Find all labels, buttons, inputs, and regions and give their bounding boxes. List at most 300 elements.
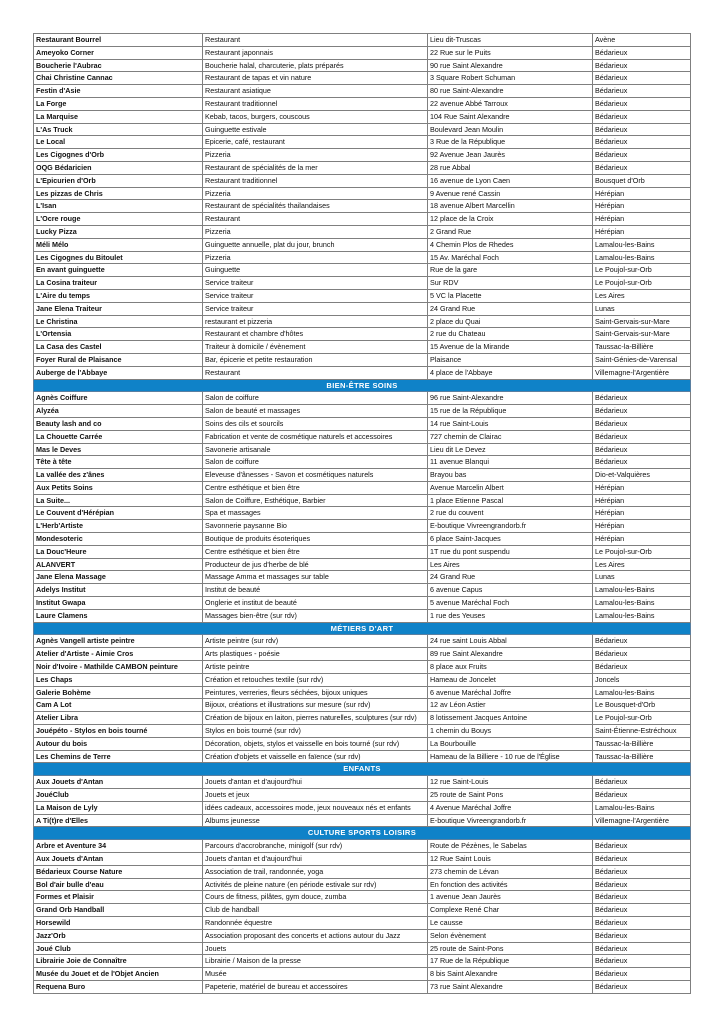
business-address: 73 rue Saint Alexandre (428, 980, 593, 993)
business-type: Jouets d'antan et d'aujourd'hui (203, 853, 428, 866)
business-type: Savonnerie paysanne Bio (203, 520, 428, 533)
business-type: Onglerie et institut de beauté (203, 597, 428, 610)
business-name: La Chouette Carrée (34, 430, 203, 443)
table-row (34, 353, 691, 366)
table-row (34, 725, 691, 738)
business-type: Peintures, verreries, fleurs séchées, bijoux uniques (203, 686, 428, 699)
business-city: Villemagne-l'Argentière (593, 814, 691, 827)
business-city: Lamalou-les-Bains (593, 686, 691, 699)
business-name: Agnès Coiffure (34, 392, 203, 405)
business-type: Soins des cils et sourcils (203, 417, 428, 430)
business-address: 12 place de la Croix (428, 213, 593, 226)
business-city: Joncels (593, 673, 691, 686)
business-city: Lamalou-les-Bains (593, 584, 691, 597)
business-address: 90 rue Saint Alexandre (428, 59, 593, 72)
business-address: 12 rue Saint-Louis (428, 776, 593, 789)
business-address: 1 place Etienne Pascal (428, 494, 593, 507)
business-type: Guinguette (203, 264, 428, 277)
table-row (34, 366, 691, 379)
business-address: Route de Pézènes, le Sabelas (428, 840, 593, 853)
table-row (34, 341, 691, 354)
business-city: Hérépian (593, 533, 691, 546)
business-type: Décoration, objets, stylos et vaisselle en bois tourné (sur rdv) (203, 737, 428, 750)
table-row (34, 814, 691, 827)
business-name: Galerie Bohème (34, 686, 203, 699)
table-row (34, 481, 691, 494)
business-city: Hérépian (593, 507, 691, 520)
business-city: Bédarieux (593, 110, 691, 123)
business-address: 2 rue du couvent (428, 507, 593, 520)
table-row (34, 853, 691, 866)
section-title: BIEN-ÊTRE SOINS (34, 379, 691, 392)
business-type: Pizzeria (203, 251, 428, 264)
business-type: Boucherie halal, charcuterie, plats préparés (203, 59, 428, 72)
business-name: Atelier Libra (34, 712, 203, 725)
business-address: 1 rue des Yeuses (428, 609, 593, 622)
table-row (34, 149, 691, 162)
business-address: 1 avenue Jean Jaurès (428, 891, 593, 904)
business-name: Boucherie l'Aubrac (34, 59, 203, 72)
business-name: Requena Buro (34, 980, 203, 993)
business-name: La Douc'Heure (34, 545, 203, 558)
business-type: Randonnée équestre (203, 916, 428, 929)
business-name: La Maison de Lyly (34, 801, 203, 814)
business-name: Arbre et Aventure 34 (34, 840, 203, 853)
business-address: En fonction des activités (428, 878, 593, 891)
table-row (34, 161, 691, 174)
business-type: Spa et massages (203, 507, 428, 520)
business-address: 80 rue Saint-Alexandre (428, 85, 593, 98)
table-row (34, 980, 691, 993)
business-address: 6 avenue Capus (428, 584, 593, 597)
business-type: Service traiteur (203, 302, 428, 315)
business-type: Pizzeria (203, 149, 428, 162)
business-name: Les Cigognes d'Orb (34, 149, 203, 162)
table-row (34, 200, 691, 213)
business-address: 8 lotissement Jacques Antoine (428, 712, 593, 725)
business-name: Méli Mélo (34, 238, 203, 251)
table-row (34, 571, 691, 584)
business-type: Jouets d'antan et d'aujourd'hui (203, 776, 428, 789)
business-city: Les Aires (593, 558, 691, 571)
business-city: Bédarieux (593, 123, 691, 136)
business-name: La Casa des Castel (34, 341, 203, 354)
table-row (34, 469, 691, 482)
business-name: Adelys Institut (34, 584, 203, 597)
table-row (34, 942, 691, 955)
business-address: 89 rue Saint Alexandre (428, 648, 593, 661)
section-header (34, 622, 691, 635)
business-address: 2 rue du Chateau (428, 328, 593, 341)
business-address: Sur RDV (428, 277, 593, 290)
business-address: Selon évènement (428, 929, 593, 942)
business-name: Les Chemins de Terre (34, 750, 203, 763)
business-address: 4 place de l'Abbaye (428, 366, 593, 379)
table-row (34, 545, 691, 558)
table-row (34, 750, 691, 763)
business-type: Epicerie, café, restaurant (203, 136, 428, 149)
business-type: Massages bien-être (sur rdv) (203, 609, 428, 622)
business-city: Le Poujol-sur-Orb (593, 264, 691, 277)
business-address: 4 Chemin Plos de Rhedes (428, 238, 593, 251)
business-city: Bédarieux (593, 878, 691, 891)
business-name: Restaurant Bourrel (34, 34, 203, 47)
table-row (34, 955, 691, 968)
table-row (34, 609, 691, 622)
business-city: Le Poujol-sur-Orb (593, 277, 691, 290)
business-city: Bédarieux (593, 789, 691, 802)
table-row (34, 673, 691, 686)
business-city: Lunas (593, 571, 691, 584)
business-type: Centre esthétique et bien être (203, 481, 428, 494)
table-row (34, 302, 691, 315)
table-row (34, 712, 691, 725)
business-address: 6 place Saint-Jacques (428, 533, 593, 546)
business-address: 5 VC la Placette (428, 289, 593, 302)
business-address: 1 chemin du Bouys (428, 725, 593, 738)
business-type: Jouets (203, 942, 428, 955)
section-header (34, 763, 691, 776)
business-name: La Marquise (34, 110, 203, 123)
business-type: Salon de Coiffure, Esthétique, Barbier (203, 494, 428, 507)
business-name: La Forge (34, 97, 203, 110)
business-name: Cam A Lot (34, 699, 203, 712)
table-row (34, 456, 691, 469)
business-name: Agnès Vangell artiste peintre (34, 635, 203, 648)
business-city: Le Bousquet-d'Orb (593, 699, 691, 712)
business-name: Les pizzas de Chris (34, 187, 203, 200)
business-type: Stylos en bois tourné (sur rdv) (203, 725, 428, 738)
business-type: Musée (203, 968, 428, 981)
business-city: Bédarieux (593, 968, 691, 981)
business-address: Complexe René Char (428, 904, 593, 917)
business-city: Bédarieux (593, 59, 691, 72)
business-type: Massage Amma et massages sur table (203, 571, 428, 584)
business-city: Lamalou-les-Bains (593, 238, 691, 251)
business-type: Restaurant asiatique (203, 85, 428, 98)
business-type: restaurant et pizzeria (203, 315, 428, 328)
business-address: 24 Grand Rue (428, 302, 593, 315)
table-row (34, 776, 691, 789)
business-city: Bédarieux (593, 661, 691, 674)
business-city: Le Poujol-sur-Orb (593, 712, 691, 725)
business-name: La Suite... (34, 494, 203, 507)
table-row (34, 72, 691, 85)
business-type: Service traiteur (203, 289, 428, 302)
business-address: 1T rue du pont suspendu (428, 545, 593, 558)
table-row (34, 968, 691, 981)
business-type: Restaurant japonnais (203, 46, 428, 59)
business-city: Hérépian (593, 200, 691, 213)
business-type: Association de trail, randonnée, yoga (203, 865, 428, 878)
business-name: Le Couvent d'Hérépian (34, 507, 203, 520)
section-header (34, 827, 691, 840)
business-address: 17 Rue de la République (428, 955, 593, 968)
business-type: Restaurant traditionnel (203, 174, 428, 187)
business-city: Bédarieux (593, 853, 691, 866)
business-address: 28 rue Abbal (428, 161, 593, 174)
business-city: Avène (593, 34, 691, 47)
business-type: Service traiteur (203, 277, 428, 290)
business-address: 3 Square Robert Schuman (428, 72, 593, 85)
business-name: L'Ocre rouge (34, 213, 203, 226)
business-name: Jouépéto - Stylos en bois tourné (34, 725, 203, 738)
business-city: Bédarieux (593, 635, 691, 648)
business-type: Restaurant et chambre d'hôtes (203, 328, 428, 341)
business-name: Le Christina (34, 315, 203, 328)
business-type: Fabrication et vente de cosmétique naturels et accessoires (203, 430, 428, 443)
business-type: Institut de beauté (203, 584, 428, 597)
table-row (34, 878, 691, 891)
business-address: Avenue Marcelin Albert (428, 481, 593, 494)
business-address: 15 Avenue de la Mirande (428, 341, 593, 354)
business-address: 9 Avenue rené Cassin (428, 187, 593, 200)
business-name: Musée du Jouet et de l'Objet Ancien (34, 968, 203, 981)
business-city: Bédarieux (593, 392, 691, 405)
business-city: Saint-Gervais-sur-Mare (593, 315, 691, 328)
business-address: Plaisance (428, 353, 593, 366)
business-address: 273 chemin de Lévan (428, 865, 593, 878)
business-type: Arts plastiques - poésie (203, 648, 428, 661)
business-city: Taussac-la-Billière (593, 341, 691, 354)
table-row (34, 801, 691, 814)
section-title: ENFANTS (34, 763, 691, 776)
business-address: 24 rue saint Louis Abbal (428, 635, 593, 648)
table-row (34, 213, 691, 226)
business-address: 727 chemin de Clairac (428, 430, 593, 443)
business-city: Bédarieux (593, 405, 691, 418)
table-row (34, 661, 691, 674)
business-type: Restaurant (203, 34, 428, 47)
business-type: Boutique de produits ésoteriques (203, 533, 428, 546)
business-city: Le Poujol-sur-Orb (593, 545, 691, 558)
business-name: Bol d'air bulle d'eau (34, 878, 203, 891)
business-city: Bédarieux (593, 891, 691, 904)
business-address: 11 avenue Blanqui (428, 456, 593, 469)
table-row (34, 916, 691, 929)
business-address: Boulevard Jean Moulin (428, 123, 593, 136)
business-name: Bédarieux Course Nature (34, 865, 203, 878)
business-address: 8 place aux Fruits (428, 661, 593, 674)
business-name: JouéClub (34, 789, 203, 802)
business-name: En avant guinguette (34, 264, 203, 277)
business-address: Lieu dit Le Devez (428, 443, 593, 456)
business-name: Lucky Pizza (34, 225, 203, 238)
table-row (34, 136, 691, 149)
table-row (34, 584, 691, 597)
business-type: Création et retouches textile (sur rdv) (203, 673, 428, 686)
business-type: Kebab, tacos, burgers, couscous (203, 110, 428, 123)
table-row (34, 97, 691, 110)
business-address: 3 Rue de la République (428, 136, 593, 149)
table-row (34, 110, 691, 123)
business-city: Bédarieux (593, 443, 691, 456)
business-name: Joué Club (34, 942, 203, 955)
business-address: 12 Rue Saint Louis (428, 853, 593, 866)
table-row (34, 840, 691, 853)
business-type: Eleveuse d'ânesses - Savon et cosmétiques naturels (203, 469, 428, 482)
business-city: Bédarieux (593, 980, 691, 993)
business-city: Bédarieux (593, 417, 691, 430)
business-address: 2 Grand Rue (428, 225, 593, 238)
business-name: Ameyoko Corner (34, 46, 203, 59)
table-row (34, 494, 691, 507)
business-address: 25 route de Saint Pons (428, 789, 593, 802)
business-city: Lunas (593, 302, 691, 315)
business-name: Jane Elena Traiteur (34, 302, 203, 315)
business-name: Atelier d'Artiste - Aimie Cros (34, 648, 203, 661)
business-address: 6 avenue Maréchal Joffre (428, 686, 593, 699)
business-address: E-boutique Vivreengrandorb.fr (428, 814, 593, 827)
table-row (34, 891, 691, 904)
business-name: L'As Truck (34, 123, 203, 136)
business-address: Lieu dit-Truscas (428, 34, 593, 47)
business-type: Producteur de jus d'herbe de blé (203, 558, 428, 571)
business-city: Bédarieux (593, 456, 691, 469)
table-row (34, 520, 691, 533)
business-name: Aux Petits Soins (34, 481, 203, 494)
business-directory-table (33, 33, 691, 994)
business-name: Aux Jouets d'Antan (34, 853, 203, 866)
business-address: 92 Avenue Jean Jaurès (428, 149, 593, 162)
business-type: Club de handball (203, 904, 428, 917)
table-row (34, 648, 691, 661)
business-address: 24 Grand Rue (428, 571, 593, 584)
table-row (34, 264, 691, 277)
business-type: Bar, épicerie et petite restauration (203, 353, 428, 366)
business-name: Jazz'Orb (34, 929, 203, 942)
table-row (34, 46, 691, 59)
business-address: Rue de la gare (428, 264, 593, 277)
business-city: Lamalou-les-Bains (593, 609, 691, 622)
table-row (34, 443, 691, 456)
business-type: Albums jeunesse (203, 814, 428, 827)
business-name: A Ti(t)re d'Elles (34, 814, 203, 827)
business-name: Grand Orb Handball (34, 904, 203, 917)
business-city: Hérépian (593, 520, 691, 533)
business-city: Bédarieux (593, 865, 691, 878)
business-type: Pizzeria (203, 187, 428, 200)
table-row (34, 315, 691, 328)
business-city: Lamalou-les-Bains (593, 597, 691, 610)
table-row (34, 59, 691, 72)
business-address: 15 Av. Maréchal Foch (428, 251, 593, 264)
business-city: Les Aires (593, 289, 691, 302)
business-city: Saint-Étienne-Estréchoux (593, 725, 691, 738)
business-city: Bédarieux (593, 929, 691, 942)
business-name: Auberge de l'Abbaye (34, 366, 203, 379)
business-address: 14 rue Saint-Louis (428, 417, 593, 430)
business-name: Alyzéa (34, 405, 203, 418)
business-name: Institut Gwapa (34, 597, 203, 610)
business-name: L'Isan (34, 200, 203, 213)
business-address: 22 Rue sur le Puits (428, 46, 593, 59)
business-city: Bédarieux (593, 840, 691, 853)
business-type: Guinguette annuelle, plat du jour, brunch (203, 238, 428, 251)
business-city: Bédarieux (593, 430, 691, 443)
business-city: Bédarieux (593, 72, 691, 85)
business-name: Les Cigognes du Bitoulet (34, 251, 203, 264)
business-name: Festin d'Asie (34, 85, 203, 98)
section-title: CULTURE SPORTS LOISIRS (34, 827, 691, 840)
business-city: Bédarieux (593, 136, 691, 149)
table-row (34, 507, 691, 520)
section-title: MÉTIERS D'ART (34, 622, 691, 635)
table-row (34, 289, 691, 302)
business-address: 8 bis Saint Alexandre (428, 968, 593, 981)
business-name: Mondesoteric (34, 533, 203, 546)
table-row (34, 328, 691, 341)
business-name: Foyer Rural de Plaisance (34, 353, 203, 366)
business-name: L'Epicurien d'Orb (34, 174, 203, 187)
business-type: Salon de coiffure (203, 392, 428, 405)
table-row (34, 277, 691, 290)
business-type: Création d'objets et vaisselle en faïence (sur rdv) (203, 750, 428, 763)
business-city: Bédarieux (593, 648, 691, 661)
business-type: Centre esthétique et bien être (203, 545, 428, 558)
business-name: L'Herb'Artiste (34, 520, 203, 533)
business-city: Villemagne-l'Argentière (593, 366, 691, 379)
business-city: Bédarieux (593, 85, 691, 98)
business-type: Restaurant traditionnel (203, 97, 428, 110)
table-row (34, 187, 691, 200)
business-type: Restaurant (203, 213, 428, 226)
business-type: Pizzeria (203, 225, 428, 238)
business-type: idées cadeaux, accessoires mode, jeux nouveaux nés et enfants (203, 801, 428, 814)
business-name: Jane Elena Massage (34, 571, 203, 584)
table-row (34, 737, 691, 750)
business-name: Horsewild (34, 916, 203, 929)
business-city: Saint-Génies-de-Varensal (593, 353, 691, 366)
business-name: Mas le Deves (34, 443, 203, 456)
business-type: Papeterie, matériel de bureau et accessoires (203, 980, 428, 993)
business-city: Dio-et-Valquières (593, 469, 691, 482)
table-row (34, 635, 691, 648)
business-type: Savonerie artisanale (203, 443, 428, 456)
business-type: Création de bijoux en laiton, pierres naturelles, sculptures (sur rdv) (203, 712, 428, 725)
business-address: 104 Rue Saint Alexandre (428, 110, 593, 123)
business-type: Restaurant de tapas et vin nature (203, 72, 428, 85)
business-address: 12 av Léon Astier (428, 699, 593, 712)
business-address: 2 place du Quai (428, 315, 593, 328)
table-row (34, 34, 691, 47)
business-type: Guinguette estivale (203, 123, 428, 136)
business-city: Bédarieux (593, 942, 691, 955)
business-address: Hameau de Joncelet (428, 673, 593, 686)
business-name: ALANVERT (34, 558, 203, 571)
business-name: La Cosina traiteur (34, 277, 203, 290)
table-row (34, 533, 691, 546)
business-city: Bédarieux (593, 916, 691, 929)
business-type: Parcours d'accrobranche, minigolf (sur rdv) (203, 840, 428, 853)
directory-body (34, 34, 691, 994)
business-city: Hérépian (593, 213, 691, 226)
table-row (34, 238, 691, 251)
table-row (34, 85, 691, 98)
business-address: 5 avenue Maréchal Foch (428, 597, 593, 610)
table-row (34, 558, 691, 571)
table-row (34, 699, 691, 712)
table-row (34, 174, 691, 187)
business-name: L'Aire du temps (34, 289, 203, 302)
business-type: Jouets et jeux (203, 789, 428, 802)
business-name: Formes et Plaisir (34, 891, 203, 904)
business-city: Hérépian (593, 187, 691, 200)
business-type: Traiteur à domicile / évènement (203, 341, 428, 354)
business-address: 96 rue Saint-Alexandre (428, 392, 593, 405)
table-row (34, 123, 691, 136)
business-name: Autour du bois (34, 737, 203, 750)
